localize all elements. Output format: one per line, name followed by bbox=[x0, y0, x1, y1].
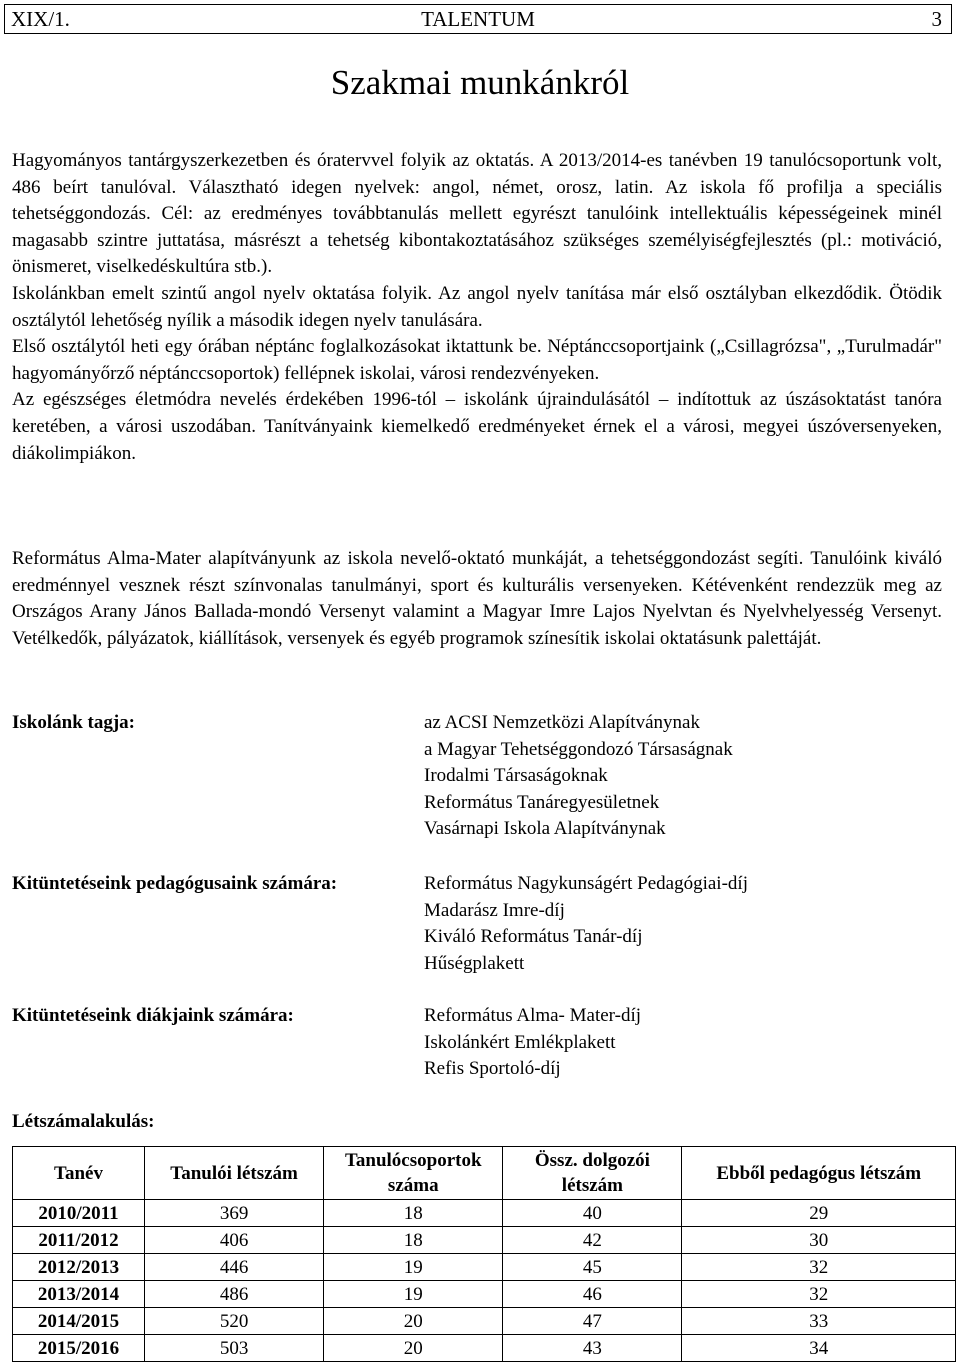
table-cell: 446 bbox=[145, 1254, 324, 1281]
enrollment-table bbox=[12, 1146, 956, 1362]
foundation-paragraph: Református Alma-Mater alapítványunk az iskola nevelő-oktató munkáját, a tehetséggondozást segíti. Tanulóink kiváló eredménnyel vesznek részt színvonalas tanulmányi, sport és kulturális versenyeken. Kétévenként rendezzük meg az Országos Arany János Ballada-mondó Versenyt valamint a Magyar Imre Lajos Nyelvtan és Nyelvhelyesség Versenyt. Vetélkedők, pályázatok, kiállítások, versenyek és egyéb programok színesítik iskolai oktatásunk palettáját. bbox=[12, 548, 942, 649]
page-header bbox=[4, 4, 952, 34]
student-awards-list bbox=[424, 1003, 641, 1083]
table-cell: 20 bbox=[324, 1335, 503, 1362]
table-cell: 369 bbox=[145, 1200, 324, 1227]
table-cell: 2012/2013 bbox=[13, 1254, 145, 1281]
table-cell: 32 bbox=[682, 1254, 956, 1281]
table-row bbox=[13, 1227, 956, 1254]
intro-paragraph: Iskolánkban emelt szintű angol nyelv oktatása folyik. Az angol nyelv tanítása már első osztályban elkezdődik. Ötödik osztálytól lehetőség nyílik a második idegen nyelv tanulására. bbox=[12, 282, 942, 331]
column-header: Tanulói létszám bbox=[145, 1147, 324, 1200]
list-item: Madarász Imre-díj bbox=[424, 899, 565, 921]
list-item: Vasárnapi Iskola Alapítványnak bbox=[424, 818, 666, 840]
table-cell: 32 bbox=[682, 1281, 956, 1308]
foundation-section bbox=[12, 546, 942, 652]
list-item: a Magyar Tehetséggondozó Társaságnak bbox=[424, 738, 733, 760]
stats-label: Létszámalakulás: bbox=[12, 1111, 155, 1132]
table-cell: 19 bbox=[324, 1281, 503, 1308]
table-cell: 34 bbox=[682, 1335, 956, 1362]
table-cell: 42 bbox=[503, 1227, 682, 1254]
list-item: Kiváló Református Tanár-díj bbox=[424, 926, 643, 948]
table-cell: 46 bbox=[503, 1281, 682, 1308]
table-row bbox=[13, 1254, 956, 1281]
table-cell: 30 bbox=[682, 1227, 956, 1254]
intro-paragraph: Hagyományos tantárgyszerkezetben és óratervvel folyik az oktatás. A 2013/2014-es tanévben 19 tanulócsoportunk volt, 486 beírt tanulóval. Választható idegen nyelvek: angol, német, orosz, latin. Az iskola fő profilja a speciális tehetséggondozás. Cél: az eredményes továbbtanulás mellett egyrészt tanulóink intellektuális képességeinek minél magasabb szintre juttatása, másrészt a tehetség kibontakoztatásához szükséges személyiségfejlesztés (pl.: motiváció, önismeret, viselkedéskultúra stb.). bbox=[12, 150, 942, 278]
intro-section bbox=[12, 148, 942, 467]
column-header: Össz. dolgozói létszám bbox=[503, 1147, 682, 1200]
student-awards-label: Kitüntetéseink diákjaink számára: bbox=[12, 1005, 294, 1026]
membership-label: Iskolánk tagja: bbox=[12, 712, 135, 733]
table-cell: 2010/2011 bbox=[13, 1200, 145, 1227]
table-cell: 29 bbox=[682, 1200, 956, 1227]
list-item: Református Alma- Mater-díj bbox=[424, 1005, 642, 1026]
table-cell: 486 bbox=[145, 1281, 324, 1308]
column-header: Ebből pedagógus létszám bbox=[682, 1147, 956, 1200]
list-item: Református Tanáregyesületnek bbox=[424, 791, 660, 813]
list-item: Iskolánkért Emlékplakett bbox=[424, 1031, 616, 1053]
table-row bbox=[13, 1281, 956, 1308]
table-cell: 2015/2016 bbox=[13, 1335, 145, 1362]
publication-name: TALENTUM bbox=[421, 7, 535, 31]
list-item: Hűségplakett bbox=[424, 952, 525, 974]
table-cell: 45 bbox=[503, 1254, 682, 1281]
list-item: az ACSI Nemzetközi Alapítványnak bbox=[424, 712, 700, 733]
column-header: Tanulócsoportok száma bbox=[324, 1147, 503, 1200]
intro-paragraph: Első osztálytól heti egy órában néptánc foglalkozásokat iktattunk be. Néptánccsoportjaink („Csillagrózsa", „Turulmadár" hagyományőrző néptánccsoportok) fellépnek iskolai, városi rendezvényeken. bbox=[12, 336, 942, 384]
table-cell: 18 bbox=[324, 1227, 503, 1254]
column-header: Tanév bbox=[13, 1147, 145, 1200]
table-cell: 2011/2012 bbox=[13, 1227, 145, 1254]
list-item: Refis Sportoló-díj bbox=[424, 1058, 561, 1080]
table-cell: 40 bbox=[503, 1200, 682, 1227]
page-title: Szakmai munkánkról bbox=[330, 63, 630, 102]
table-cell: 20 bbox=[324, 1308, 503, 1335]
table-header-row bbox=[13, 1147, 956, 1200]
intro-paragraph: Az egészséges életmódra nevelés érdekében 1996-tól – iskolánk újraindulásától – indítottuk az úszásoktatást tanóra keretében, a városi uszodában. Tanítványaink kiemelkedő eredményeket érnek el a városi, megyei úszóversenyeken, diákolimpiákon. bbox=[12, 389, 942, 464]
list-item: Református Nagykunságért Pedagógiai-díj bbox=[424, 873, 748, 894]
table-cell: 406 bbox=[145, 1227, 324, 1254]
table-cell: 2013/2014 bbox=[13, 1281, 145, 1308]
table-cell: 43 bbox=[503, 1335, 682, 1362]
table-cell: 520 bbox=[145, 1308, 324, 1335]
table-cell: 47 bbox=[503, 1308, 682, 1335]
table-cell: 19 bbox=[324, 1254, 503, 1281]
teacher-awards-label: Kitüntetéseink pedagógusaink számára: bbox=[12, 873, 338, 894]
page-number: 3 bbox=[931, 7, 942, 31]
table-row bbox=[13, 1200, 956, 1227]
table-cell: 18 bbox=[324, 1200, 503, 1227]
table-cell: 33 bbox=[682, 1308, 956, 1335]
table-cell: 503 bbox=[145, 1335, 324, 1362]
table-cell: 2014/2015 bbox=[13, 1308, 145, 1335]
membership-list bbox=[424, 710, 733, 843]
list-item: Irodalmi Társaságoknak bbox=[424, 765, 608, 787]
issue-number: XIX/1. bbox=[11, 7, 70, 31]
table-row bbox=[13, 1308, 956, 1335]
teacher-awards-list bbox=[424, 871, 748, 977]
table-row bbox=[13, 1335, 956, 1362]
